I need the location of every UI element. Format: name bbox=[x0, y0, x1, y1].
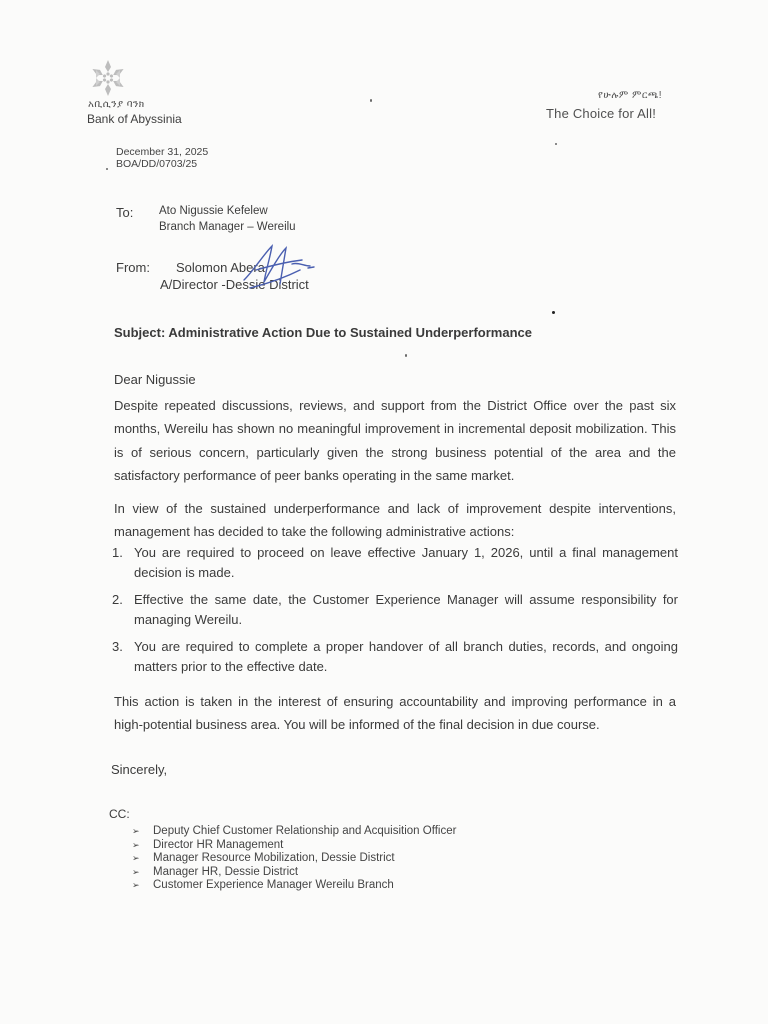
scan-speck bbox=[405, 354, 407, 357]
action-number: 2. bbox=[112, 592, 123, 607]
cc-item bbox=[132, 839, 456, 853]
letter-date: December 31, 2025 bbox=[116, 146, 209, 158]
subject-line: Subject: Administrative Action Due to Sustained Underperformance bbox=[114, 325, 532, 340]
scan-speck bbox=[552, 311, 555, 314]
reference-number: BOA/DD/0703/25 bbox=[116, 158, 198, 170]
arrowhead-bullet-icon: ➢ bbox=[132, 826, 140, 836]
sender-name: Solomon Abera bbox=[176, 260, 265, 275]
recipient-name: Ato Nigussie Kefelew bbox=[159, 205, 268, 217]
recipient-title: Branch Manager – Wereilu bbox=[159, 221, 296, 233]
action-text: Effective the same date, the Customer Experience Manager will assume responsibility for managing Wereilu. bbox=[134, 592, 678, 627]
slogan: The Choice for All! bbox=[546, 106, 657, 121]
cc-item bbox=[132, 825, 456, 839]
arrowhead-bullet-icon: ➢ bbox=[132, 853, 140, 863]
slogan-amharic: የሁሉም ምርጫ! bbox=[598, 90, 662, 101]
closing: Sincerely, bbox=[111, 762, 168, 777]
bank-name: Bank of Abyssinia bbox=[87, 112, 182, 126]
to-label: To: bbox=[116, 205, 134, 220]
arrowhead-bullet-icon: ➢ bbox=[132, 866, 140, 877]
cc-label: CC: bbox=[109, 807, 130, 821]
action-item bbox=[112, 590, 678, 630]
cc-text: Customer Experience Manager Wereilu Branch bbox=[153, 879, 394, 891]
action-text: You are required to complete a proper handover of all branch duties, records, and ongoing matters prior to the effective date. bbox=[134, 639, 678, 674]
action-number: 1. bbox=[112, 545, 123, 560]
cc-item bbox=[132, 852, 456, 866]
cc-text: Manager HR, Dessie District bbox=[153, 865, 299, 878]
signature-icon bbox=[236, 240, 326, 295]
cc-item bbox=[132, 866, 456, 880]
cc-text: Manager Resource Mobilization, Dessie District bbox=[153, 852, 395, 864]
scan-speck bbox=[370, 99, 372, 102]
arrowhead-bullet-icon: ➢ bbox=[132, 880, 140, 890]
from-label: From: bbox=[116, 260, 150, 275]
cc-list bbox=[132, 825, 456, 893]
action-text: You are required to proceed on leave effective January 1, 2026, until a final management decision is made. bbox=[134, 545, 678, 580]
body-paragraph-3: This action is taken in the interest of ensuring accountability and improving performance in a high-potential business area. You will be informed of the final decision in due course. bbox=[114, 694, 676, 733]
sender-title: A/Director -Dessie District bbox=[160, 277, 309, 292]
action-item bbox=[112, 637, 678, 677]
bank-logo-icon bbox=[88, 58, 128, 98]
arrowhead-bullet-icon: ➢ bbox=[132, 839, 140, 850]
cc-text: Deputy Chief Customer Relationship and Acquisition Officer bbox=[153, 825, 457, 837]
action-item bbox=[112, 543, 678, 583]
bank-name-amharic: አቢሲንያ ባንክ bbox=[88, 99, 145, 110]
cc-item bbox=[132, 879, 456, 893]
body-paragraph-1: Despite repeated discussions, reviews, and support from the District Office over the past six months, Wereilu has shown no meaningful improvement in incremental deposit mobilization. This is of serious concern, particularly given the strong business potential of the area and the satisfactory performance of peer banks operating in the same market. bbox=[114, 398, 676, 483]
action-number: 3. bbox=[112, 639, 123, 654]
salutation: Dear Nigussie bbox=[114, 372, 196, 387]
scan-speck bbox=[555, 143, 557, 145]
action-list bbox=[112, 543, 678, 684]
scan-speck bbox=[106, 168, 108, 170]
cc-text: Director HR Management bbox=[153, 838, 284, 851]
body-paragraph-2: In view of the sustained underperformance and lack of improvement despite interventions, management has decided to take the following administrative actions: bbox=[114, 501, 676, 540]
